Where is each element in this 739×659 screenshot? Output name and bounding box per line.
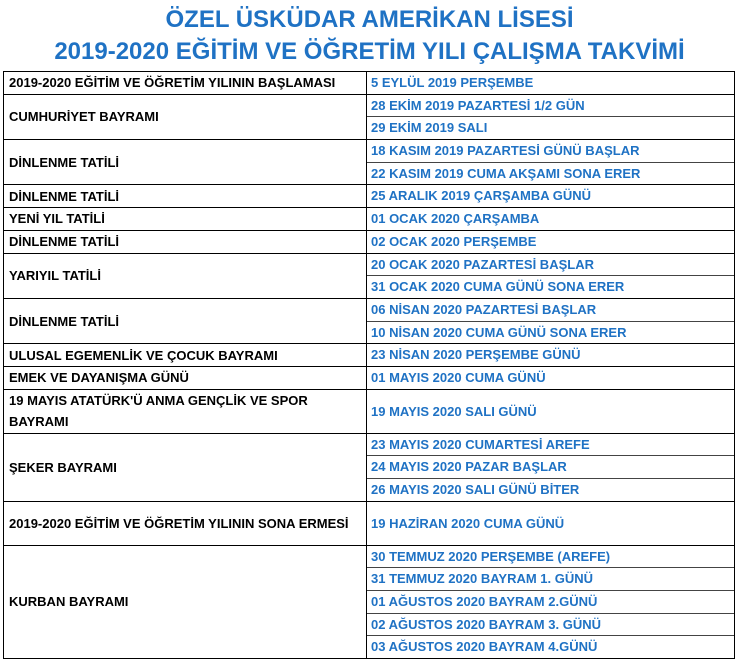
table-row — [4, 501, 735, 545]
event-cell: ULUSAL EGEMENLİK VE ÇOCUK BAYRAMI — [4, 344, 367, 367]
date-line: 29 EKİM 2019 SALI — [367, 116, 734, 139]
date-line: 20 OCAK 2020 PAZARTESİ BAŞLAR — [371, 256, 594, 272]
date-cell — [367, 253, 735, 298]
date-line: 02 OCAK 2020 PERŞEMBE — [371, 233, 537, 249]
event-cell: DİNLENME TATİLİ — [4, 185, 367, 208]
event-cell: YENİ YIL TATİLİ — [4, 208, 367, 231]
calendar-table — [3, 71, 735, 659]
table-row — [4, 298, 735, 343]
event-cell: 19 MAYIS ATATÜRK'Ü ANMA GENÇLİK VE SPOR BAYRAMI — [4, 389, 367, 433]
table-row — [4, 545, 735, 658]
date-line: 31 OCAK 2020 CUMA GÜNÜ SONA ERER — [367, 275, 734, 298]
date-line: 24 MAYIS 2020 PAZAR BAŞLAR — [367, 455, 734, 478]
date-line: 23 MAYIS 2020 CUMARTESİ AREFE — [371, 436, 590, 452]
event-cell: EMEK VE DAYANIŞMA GÜNÜ — [4, 366, 367, 389]
table-row — [4, 230, 735, 253]
event-cell: 2019-2020 EĞİTİM VE ÖĞRETİM YILININ SONA ERMESİ — [4, 501, 367, 545]
event-cell: DİNLENME TATİLİ — [4, 298, 367, 343]
date-cell — [367, 433, 735, 501]
event-cell: 2019-2020 EĞİTİM VE ÖĞRETİM YILININ BAŞLAMASI — [4, 72, 367, 95]
table-row — [4, 344, 735, 367]
date-line: 19 MAYIS 2020 SALI GÜNÜ — [371, 403, 537, 419]
date-cell — [367, 72, 735, 95]
table-row — [4, 94, 735, 139]
table-row — [4, 208, 735, 231]
date-line: 5 EYLÜL 2019 PERŞEMBE — [371, 75, 534, 90]
date-line: 28 EKİM 2019 PAZARTESİ 1/2 GÜN — [371, 97, 585, 113]
table-row — [4, 366, 735, 389]
date-line: 25 ARALIK 2019 ÇARŞAMBA GÜNÜ — [371, 188, 592, 204]
event-cell: KURBAN BAYRAMI — [4, 545, 367, 658]
date-line: 01 MAYIS 2020 CUMA GÜNÜ — [371, 369, 546, 385]
date-line: 18 KASIM 2019 PAZARTESİ GÜNÜ BAŞLAR — [371, 143, 640, 159]
table-row — [4, 140, 735, 185]
date-cell — [367, 298, 735, 343]
event-cell: DİNLENME TATİLİ — [4, 140, 367, 185]
event-cell: DİNLENME TATİLİ — [4, 230, 367, 253]
event-cell: ŞEKER BAYRAMI — [4, 433, 367, 501]
date-cell — [367, 545, 735, 658]
date-cell — [367, 208, 735, 231]
date-cell — [367, 185, 735, 208]
date-cell — [367, 230, 735, 253]
date-cell — [367, 366, 735, 389]
date-line: 03 AĞUSTOS 2020 BAYRAM 4.GÜNÜ — [367, 635, 734, 658]
page-title: ÖZEL ÜSKÜDAR AMERİKAN LİSESİ — [165, 6, 574, 33]
date-line: 06 NİSAN 2020 PAZARTESİ BAŞLAR — [371, 301, 597, 317]
date-line: 23 NİSAN 2020 PERŞEMBE GÜNÜ — [371, 347, 581, 363]
date-cell — [367, 389, 735, 433]
date-cell — [367, 501, 735, 545]
event-cell: CUMHURİYET BAYRAMI — [4, 94, 367, 139]
table-row — [4, 72, 735, 95]
date-line: 26 MAYIS 2020 SALI GÜNÜ BİTER — [367, 478, 734, 501]
date-cell — [367, 94, 735, 139]
date-line: 10 NİSAN 2020 CUMA GÜNÜ SONA ERER — [367, 321, 734, 344]
date-line: 30 TEMMUZ 2020 PERŞEMBE (AREFE) — [371, 548, 611, 564]
date-line: 31 TEMMUZ 2020 BAYRAM 1. GÜNÜ — [367, 567, 734, 590]
date-cell — [367, 344, 735, 367]
date-line: 01 AĞUSTOS 2020 BAYRAM 2.GÜNÜ — [367, 590, 734, 613]
table-row — [4, 433, 735, 501]
date-cell — [367, 140, 735, 185]
table-row — [4, 253, 735, 298]
date-line: 22 KASIM 2019 CUMA AKŞAMI SONA ERER — [367, 162, 734, 185]
date-line: 02 AĞUSTOS 2020 BAYRAM 3. GÜNÜ — [367, 613, 734, 636]
date-line: 01 OCAK 2020 ÇARŞAMBA — [371, 211, 540, 227]
table-row — [4, 389, 735, 433]
event-cell: YARIYIL TATİLİ — [4, 253, 367, 298]
date-line: 19 HAZİRAN 2020 CUMA GÜNÜ — [371, 515, 565, 531]
table-row — [4, 185, 735, 208]
page-subtitle: 2019-2020 EĞİTİM VE ÖĞRETİM YILI ÇALIŞMA TAKVİMİ — [54, 38, 685, 65]
